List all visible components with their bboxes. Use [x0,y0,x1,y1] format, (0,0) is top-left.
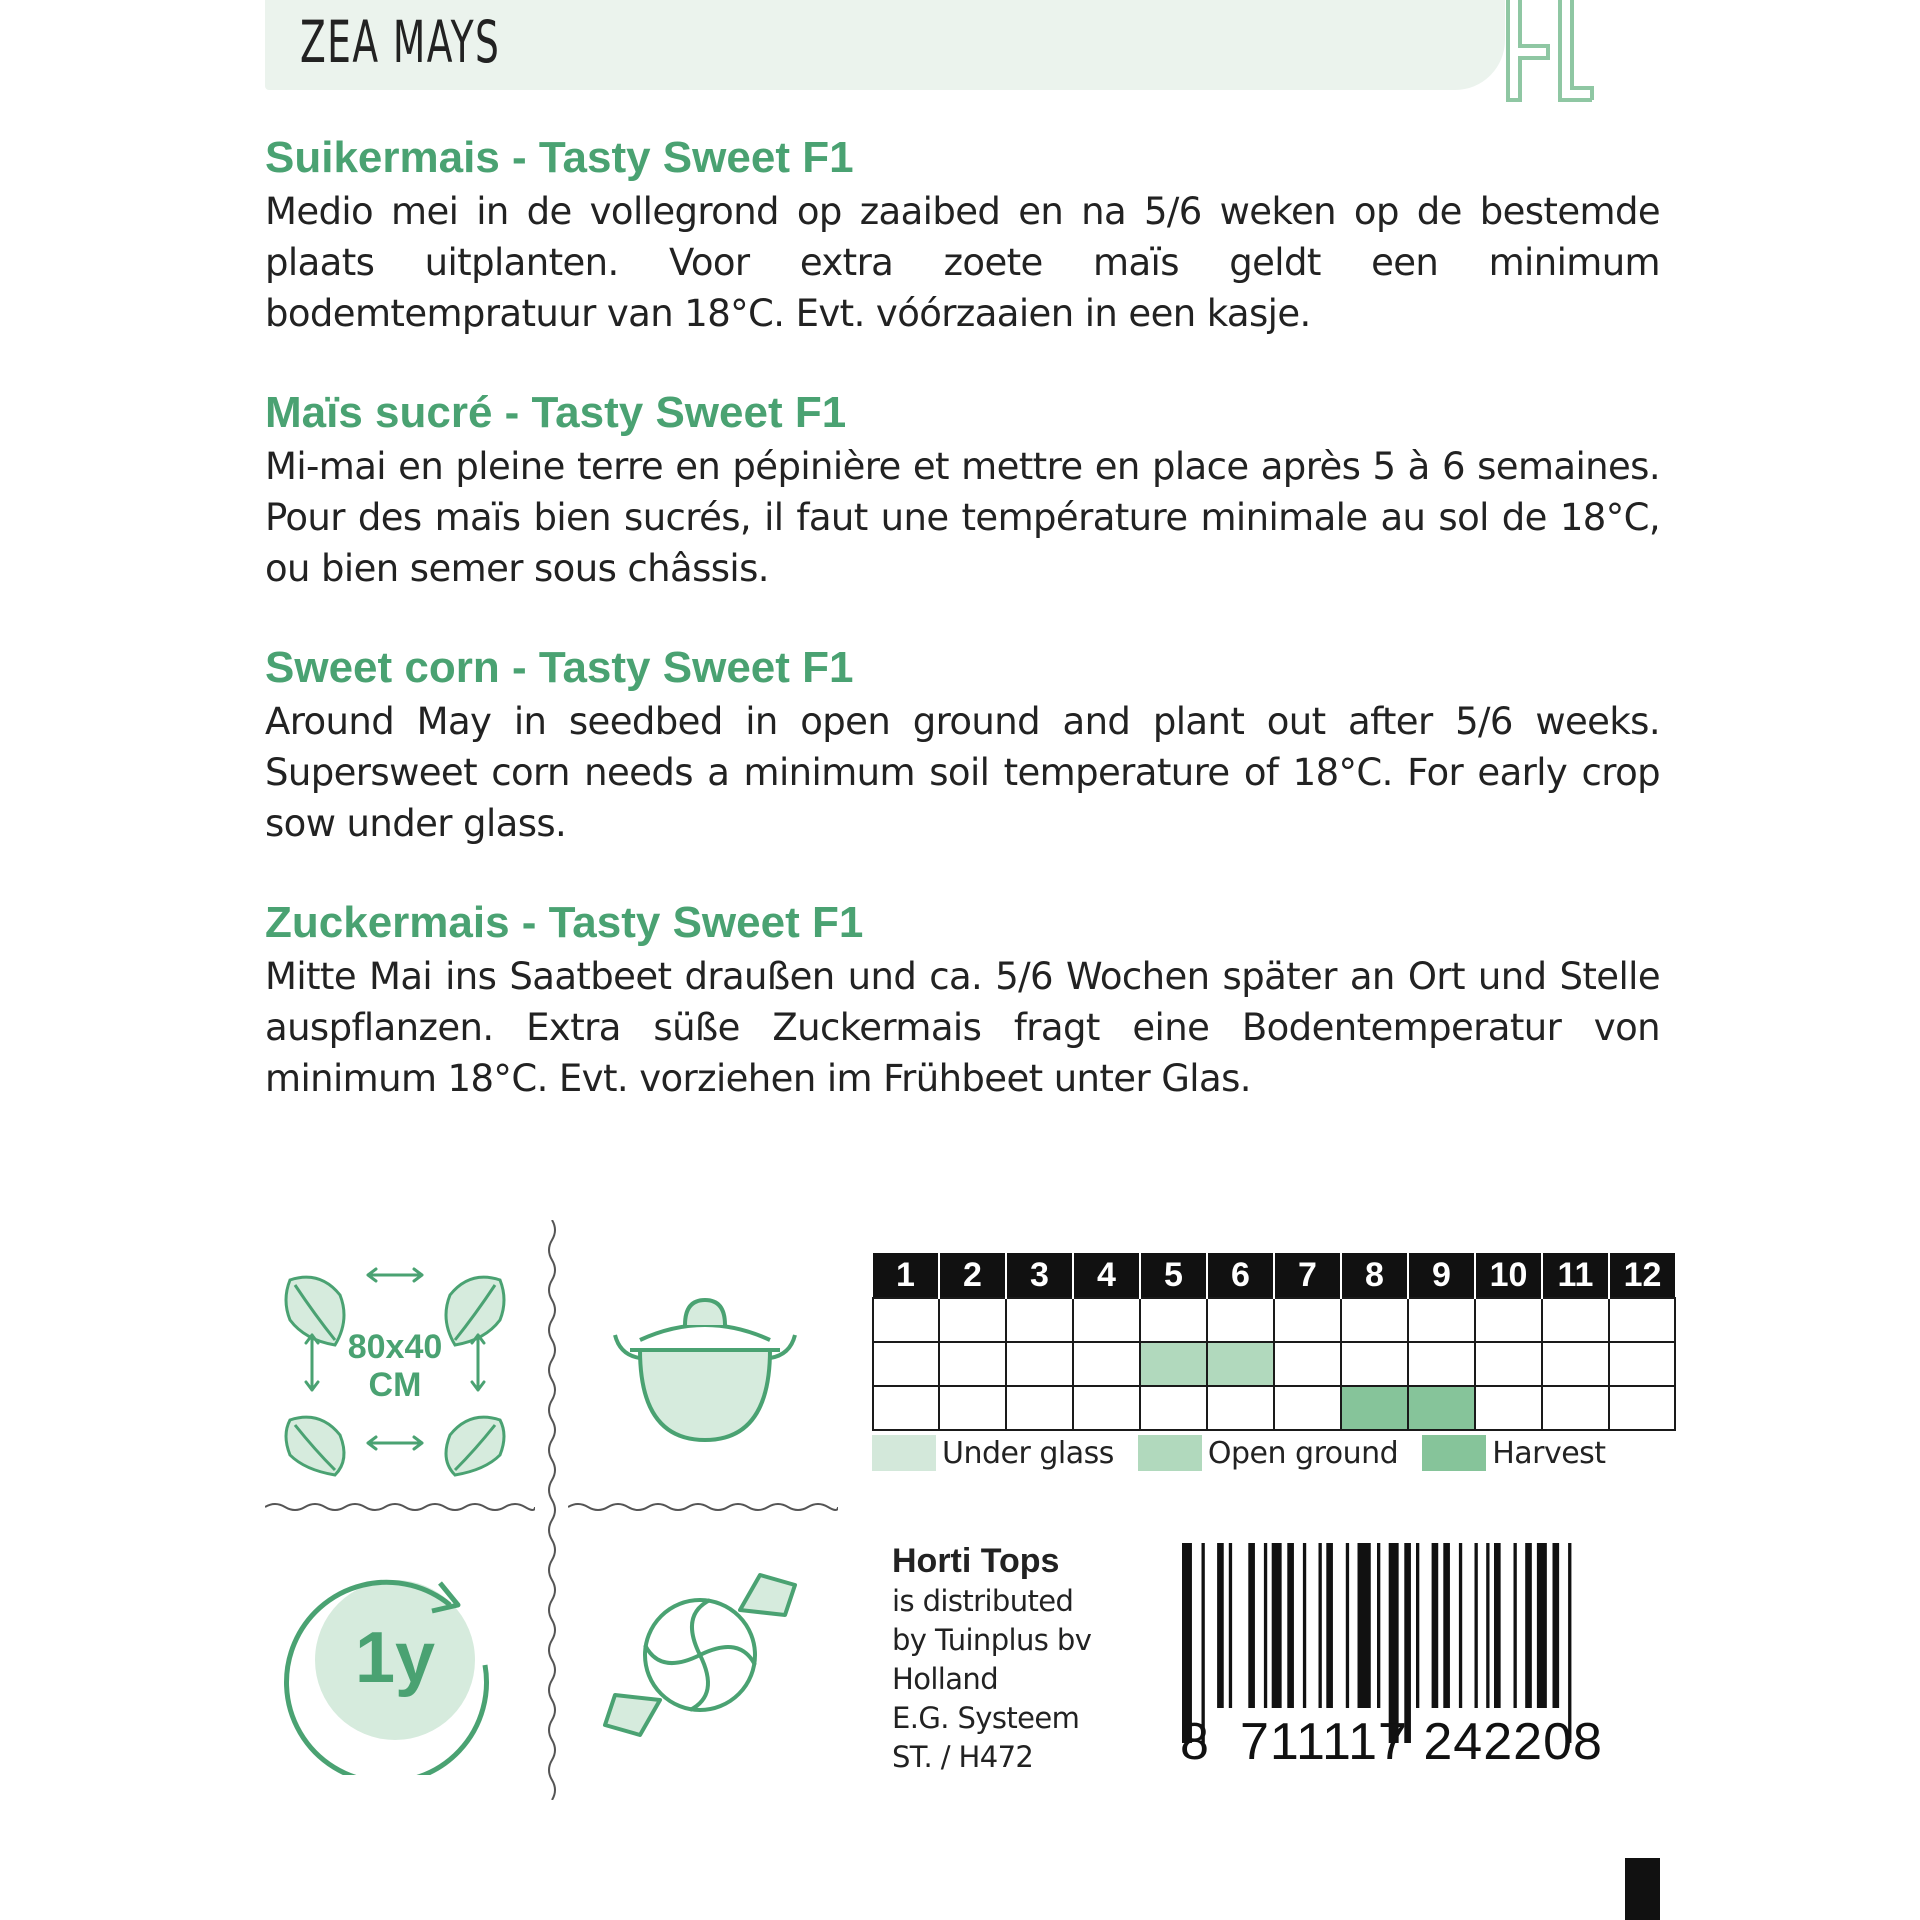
species-name: ZEA MAYS [300,8,501,76]
calendar-row-under [873,1298,1675,1342]
barcode-bar [1377,1543,1380,1708]
barcode-bar [1486,1543,1489,1708]
legend-item-harvest [1422,1435,1605,1471]
section-english [265,640,1660,849]
annual-cycle-icon [280,1555,500,1775]
month-header: 12 [1609,1253,1675,1298]
barcode-bar [1459,1543,1462,1708]
section-body: Around May in seedbed in open ground and plant out after 5/6 weeks. Supersweet corn needs a minimum soil temperature of 18°C. For early crop sow under glass. [265,700,1660,845]
distributor-line: is distributed [892,1584,1074,1618]
section-dutch [265,130,1660,339]
distributor-line: by Tuinplus bv [892,1623,1092,1657]
barcode-bar [1494,1543,1501,1708]
distributor-info [892,1540,1091,1777]
barcode-bar [1432,1543,1439,1708]
calendar-cell [1408,1342,1475,1386]
barcode-bar [1326,1543,1333,1708]
month-header: 5 [1140,1253,1207,1298]
calendar-cell [1274,1298,1341,1342]
calendar-cell [1341,1386,1408,1430]
lifespan-label: 1y [354,1618,436,1698]
calendar-cell [1341,1342,1408,1386]
month-header: 10 [1475,1253,1542,1298]
calendar-cell [939,1386,1006,1430]
barcode-bar [1475,1543,1478,1708]
section-french [265,385,1660,594]
f1-hybrid-mark [1500,0,1600,110]
calendar-cell [1408,1386,1475,1430]
barcode-bar [1346,1543,1349,1708]
barcode-bar [1229,1543,1232,1708]
calendar-cell [873,1386,939,1430]
month-header: 9 [1408,1253,1475,1298]
calendar-cell [1609,1342,1675,1386]
cooking-pot-icon [610,1280,800,1450]
calendar-cell [1475,1342,1542,1386]
barcode-bar [1537,1543,1547,1708]
calendar-cell [1542,1386,1609,1430]
plant-spacing-icon [280,1250,510,1480]
barcode-bar [1416,1543,1419,1708]
wavy-divider-vertical [544,1220,560,1800]
calendar-cell [1207,1342,1274,1386]
print-mark [1625,1858,1660,1920]
barcode-bar [1264,1543,1267,1708]
calendar-cell [1140,1386,1207,1430]
section-body: Mi-mai en pleine terre en pépinière et mettre en place après 5 à 6 semaines. Pour des maïs bien sucrés, il faut une température minimale au sol de 18°C, ou bien semer sous châssis. [265,445,1660,590]
calendar-cell [1341,1298,1408,1342]
calendar-cell [1207,1386,1274,1430]
calendar-cell [1073,1298,1140,1342]
barcode-first-digit: 8 [1180,1713,1209,1771]
barcode-bar [1287,1543,1294,1708]
calendar-cell [1408,1298,1475,1342]
legend-label: Under glass [942,1435,1114,1471]
calendar-cell [1609,1386,1675,1430]
barcode-bar [1272,1543,1282,1708]
barcode-bar [1553,1543,1560,1708]
calendar-cell [873,1342,939,1386]
distributor-line: E.G. Systeem [892,1701,1080,1735]
distributor-name: Horti Tops [892,1542,1060,1580]
month-header: 6 [1207,1253,1274,1298]
barcode-bar [1217,1543,1224,1708]
barcode-bar [1443,1543,1450,1708]
calendar-cell [1006,1342,1073,1386]
month-header: 4 [1073,1253,1140,1298]
month-header: 8 [1341,1253,1408,1298]
spacing-value: 80x40 [347,1328,443,1366]
calendar-cell [1140,1342,1207,1386]
legend-item-under-glass [872,1435,1114,1471]
calendar-cell [1274,1342,1341,1386]
barcode-bar [1319,1543,1322,1708]
legend-item-open-ground [1138,1435,1398,1471]
month-header: 3 [1006,1253,1073,1298]
calendar-cell [1274,1386,1341,1430]
sweet-candy-icon [600,1555,800,1755]
calendar-row-open [873,1342,1675,1386]
calendar-cell [939,1342,1006,1386]
calendar-legend [872,1435,1630,1471]
calendar-cell [1609,1298,1675,1342]
section-title: Maïs sucré - Tasty Sweet F1 [265,388,847,437]
calendar-cell [1542,1342,1609,1386]
barcode-bar [1514,1543,1517,1708]
section-body: Medio mei in de vollegrond op zaaibed en na 5/6 weken op de bestemde plaats uitplanten. Voor extra zoete maïs geldt een minimum bodemtempratuur van 18°C. Evt. vóórzaaien in een kasje. [265,190,1660,335]
sowing-calendar [872,1253,1676,1431]
section-body: Mitte Mai ins Saatbeet draußen und ca. 5/6 Wochen später an Ort und Stelle auspflanzen. Extra süße Zuckermais fragt eine Bodentemperatur von minimum 18°C. Evt. vorziehen im Frühbeet unter Glas. [265,955,1660,1100]
barcode-bar [1303,1543,1306,1708]
distributor-line: Holland [892,1662,999,1696]
section-title: Zuckermais - Tasty Sweet F1 [265,898,864,947]
calendar-cell [1006,1298,1073,1342]
calendar-grid [872,1253,1676,1431]
calendar-cell [1073,1342,1140,1386]
barcode-bar [1358,1543,1371,1708]
month-header: 7 [1274,1253,1341,1298]
calendar-cell [1475,1386,1542,1430]
calendar-cell [1073,1386,1140,1430]
section-title: Suikermais - Tasty Sweet F1 [265,133,854,182]
section-title: Sweet corn - Tasty Sweet F1 [265,643,854,692]
month-header: 2 [939,1253,1006,1298]
section-german [265,895,1660,1104]
spacing-unit: CM [368,1366,422,1404]
legend-label: Open ground [1207,1435,1399,1471]
legend-swatch [1422,1435,1486,1471]
calendar-cell [1006,1386,1073,1430]
legend-label: Harvest [1492,1435,1606,1471]
month-header: 11 [1542,1253,1609,1298]
wavy-divider-horizontal [265,1500,535,1514]
calendar-cell [873,1298,939,1342]
calendar-cell [1542,1298,1609,1342]
wavy-divider-horizontal [568,1500,838,1514]
calendar-cell [1140,1298,1207,1342]
legend-swatch [872,1435,936,1471]
barcode-digits: 711117 242208 [1240,1713,1603,1771]
calendar-cell [1475,1298,1542,1342]
legend-swatch [1138,1435,1202,1471]
barcode-bar [1248,1543,1255,1708]
distributor-line: ST. / H472 [892,1740,1034,1774]
month-header: 1 [873,1253,939,1298]
barcode-bar [1525,1543,1532,1708]
calendar-row-harvest [873,1386,1675,1430]
calendar-cell [1207,1298,1274,1342]
calendar-cell [939,1298,1006,1342]
